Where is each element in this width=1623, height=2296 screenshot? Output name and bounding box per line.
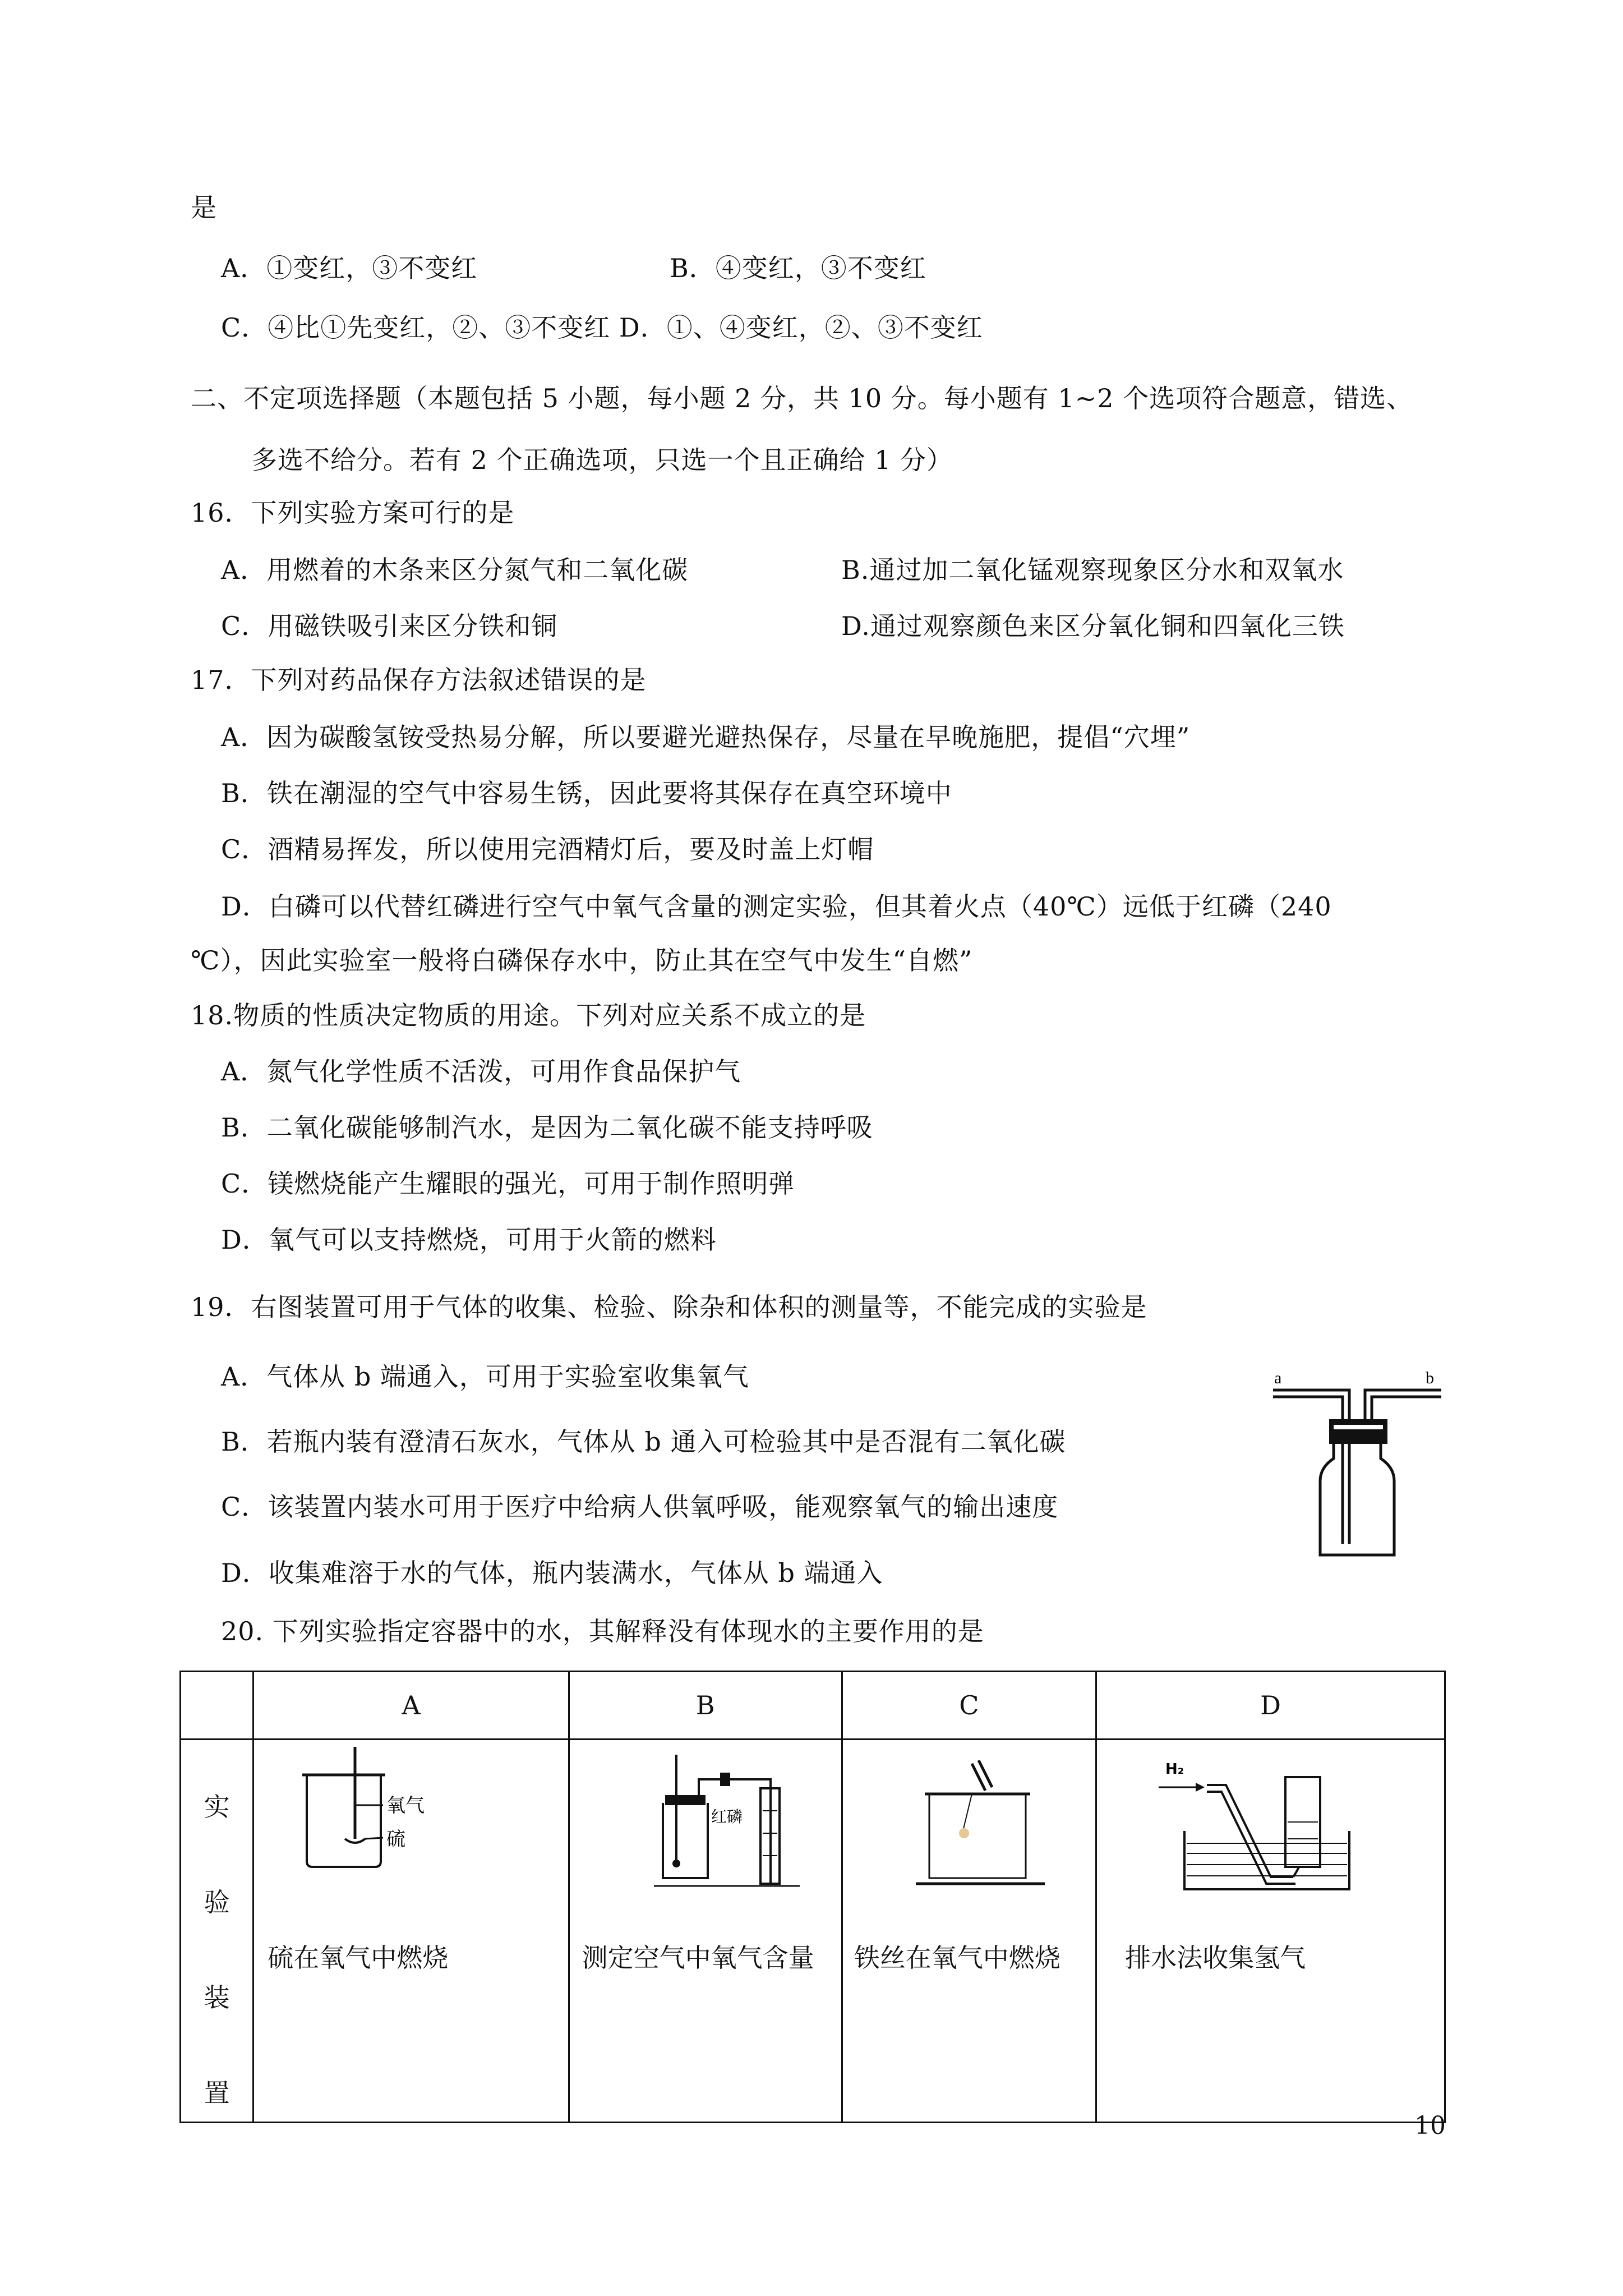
q20-table (179, 1671, 1446, 2123)
q20-header-b: B (569, 1672, 842, 1740)
label-oxygen: 氧气 (386, 1795, 425, 1817)
q15-option-b: B．④变红，③不变红 (670, 253, 926, 283)
q20-header-a: A (253, 1672, 569, 1740)
q19-option-a: A．气体从 b 端通入，可用于实验室收集氧气 (221, 1361, 749, 1392)
q18-option-b: B．二氧化碳能够制汽水，是因为二氧化碳不能支持呼吸 (221, 1112, 873, 1143)
q18-option-a: A．氮气化学性质不活泼，可用作食品保护气 (221, 1056, 741, 1087)
q20-cell-c (842, 1740, 1096, 2123)
q16-option-d: D.通过观察颜色来区分氧化铜和四氧化三铁 (841, 611, 1345, 641)
hydrogen-collection-figure (1153, 1755, 1366, 1895)
q20-cell-a (253, 1740, 569, 2123)
gas-bottle-figure (1262, 1358, 1453, 1559)
q17-option-b: B．铁在潮湿的空气中容易生锈，因此要将其保存在真空环境中 (221, 778, 952, 808)
q20-apparatus-row (181, 1740, 1445, 2123)
q17-option-d-line1: D．白磷可以代替红磷进行空气中氧气含量的测定实验，但其着火点（40℃）远低于红磷（240 (221, 891, 1332, 922)
q19-option-b: B．若瓶内装有澄清石灰水，气体从 b 通入可检验其中是否混有二氧化碳 (221, 1427, 1066, 1457)
q17-option-a: A．因为碳酸氢铵受热易分解，所以要避光避热保存，尽量在早晚施肥，提倡“穴埋” (221, 722, 1191, 752)
q20-header-c: C (842, 1672, 1096, 1740)
q16-option-c: C．用磁铁吸引来区分铁和铜 (221, 611, 558, 641)
q20-stem: 20. 下列实验指定容器中的水，其解释没有体现水的主要作用的是 (221, 1616, 984, 1646)
section2-heading-line1: 二、不定项选择题（本题包括 5 小题，每小题 2 分，共 10 分。每小题有 1~2 个选项符合题意，错选、 (191, 383, 1413, 413)
iron-wire-figure (916, 1760, 1045, 1889)
caption-b: 测定空气中氧气含量 (582, 1943, 814, 1973)
q18-option-c: C．镁燃烧能产生耀眼的强光，可用于制作照明弹 (221, 1168, 795, 1199)
sulfur-in-oxygen-figure (293, 1743, 439, 1872)
section2-heading-line2: 多选不给分。若有 2 个正确选项，只选一个且正确给 1 分） (251, 445, 953, 475)
caption-a: 硫在氧气中燃烧 (268, 1943, 449, 1973)
caption-c: 铁丝在氧气中燃烧 (854, 1943, 1061, 1973)
row-label-char: 验 (204, 1887, 230, 1917)
page-number: 10 (1414, 2111, 1446, 2140)
figure-label-a: a (1274, 1369, 1282, 1387)
row-label-char: 装 (204, 1982, 230, 2013)
q19-option-c: C．该装置内装水可用于医疗中给病人供氧呼吸，能观察氧气的输出速度 (221, 1492, 1059, 1522)
q18-stem: 18.物质的性质决定物质的用途。下列对应关系不成立的是 (191, 1000, 866, 1030)
q17-stem: 17．下列对药品保存方法叙述错误的是 (191, 665, 647, 695)
row-label-char: 实 (204, 1792, 230, 1822)
q20-header-row (181, 1672, 1445, 1740)
q17-option-d-line2: ℃），因此实验室一般将白磷保存水中，防止其在空气中发生“自燃” (191, 945, 973, 976)
q19-option-d: D．收集难溶于水的气体，瓶内装满水，气体从 b 端通入 (221, 1558, 883, 1588)
q15-option-cd: C．④比①先变红，②、③不变红 D．①、④变红，②、③不变红 (221, 312, 983, 343)
q17-option-c: C．酒精易挥发，所以使用完酒精灯后，要及时盖上灯帽 (221, 834, 874, 864)
q16-stem: 16．下列实验方案可行的是 (191, 498, 515, 528)
label-h2: H₂ (1165, 1761, 1184, 1778)
q18-option-d: D．氧气可以支持燃烧，可用于火箭的燃料 (221, 1225, 717, 1255)
q20-cell-b (569, 1740, 842, 2123)
label-sulfur: 硫 (386, 1828, 406, 1851)
q20-header-corner (181, 1672, 253, 1740)
q20-cell-d (1096, 1740, 1445, 2123)
q20-row-label (181, 1740, 253, 2123)
oxygen-content-figure (654, 1755, 822, 1889)
q16-option-b: B.通过加二氧化锰观察现象区分水和双氧水 (841, 555, 1344, 585)
figure-label-b: b (1426, 1369, 1434, 1387)
q20-header-d: D (1096, 1672, 1445, 1740)
q15-option-a: A．①变红，③不变红 (221, 253, 478, 283)
label-red-phosphorus: 红磷 (711, 1807, 743, 1826)
caption-d: 排水法收集氢气 (1125, 1943, 1306, 1973)
q19-stem: 19．右图装置可用于气体的收集、检验、除杂和体积的测量等，不能完成的实验是 (191, 1292, 1147, 1322)
q15-tail-line: 是 (191, 192, 217, 223)
q16-option-a: A．用燃着的木条来区分氮气和二氧化碳 (221, 555, 689, 585)
row-label-char: 置 (204, 2078, 230, 2108)
